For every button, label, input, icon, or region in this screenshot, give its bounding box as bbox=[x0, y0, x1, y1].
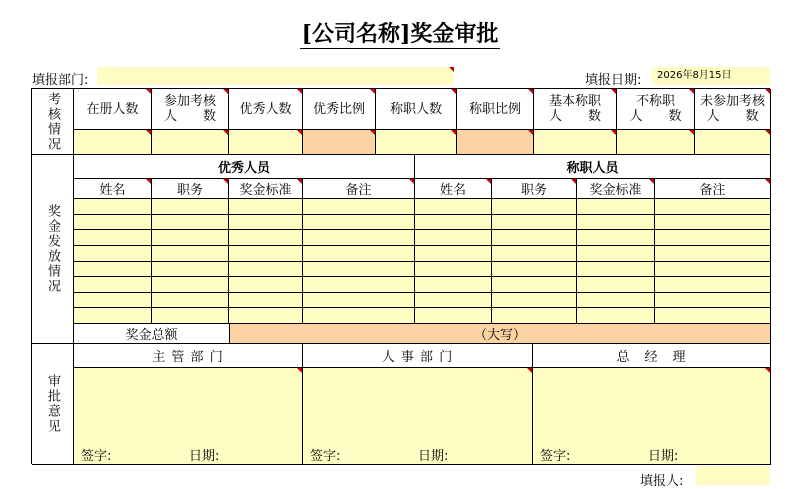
bonus-col-header: 奖金标准 bbox=[229, 179, 303, 199]
assessment-col-header bbox=[303, 89, 376, 130]
filler-input[interactable] bbox=[696, 466, 770, 485]
bonus-table-cell[interactable] bbox=[303, 277, 415, 293]
bonus-table-cell[interactable] bbox=[152, 277, 229, 293]
bonus-table-cell[interactable] bbox=[152, 246, 229, 262]
assessment-value-cell[interactable] bbox=[376, 130, 457, 155]
bonus-table-cell[interactable] bbox=[74, 293, 152, 309]
bonus-table-cell[interactable] bbox=[74, 199, 152, 215]
bonus-table-cell[interactable] bbox=[415, 215, 492, 231]
bonus-col-header: 姓名 bbox=[74, 179, 152, 199]
assessment-value-cell[interactable] bbox=[457, 130, 534, 155]
bonus-table-cell[interactable] bbox=[577, 215, 655, 231]
bonus-table-cell[interactable] bbox=[74, 215, 152, 231]
assessment-value-cell[interactable] bbox=[303, 130, 376, 155]
bonus-table-cell[interactable] bbox=[152, 293, 229, 309]
assessment-col-header bbox=[695, 89, 771, 130]
bonus-table-cell[interactable] bbox=[229, 277, 303, 293]
approval-hr-header: 人 事 部 门 bbox=[303, 344, 533, 368]
bonus-col-header: 奖金标准 bbox=[577, 179, 655, 199]
bonus-table-cell[interactable] bbox=[492, 277, 577, 293]
assessment-value-cell[interactable] bbox=[617, 130, 695, 155]
header-line1: 参加考核 bbox=[163, 94, 216, 109]
assessment-value-cell[interactable] bbox=[152, 130, 229, 155]
bonus-table-cell[interactable] bbox=[415, 293, 492, 309]
header-line2: 人 数 bbox=[629, 109, 682, 124]
bonus-col-header: 职务 bbox=[492, 179, 577, 199]
date-label: 填报日期: bbox=[585, 73, 642, 88]
bonus-table-cell[interactable] bbox=[492, 246, 577, 262]
filler-label: 填报人: bbox=[640, 474, 684, 489]
bonus-table-cell[interactable] bbox=[303, 262, 415, 278]
bonus-table-cell[interactable] bbox=[229, 199, 303, 215]
capital-label: （大写） bbox=[473, 328, 526, 343]
bonus-table-cell[interactable] bbox=[492, 262, 577, 278]
bonus-table-cell[interactable] bbox=[229, 230, 303, 246]
bonus-table-cell[interactable] bbox=[229, 215, 303, 231]
assessment-col-header bbox=[74, 89, 152, 130]
bonus-col-header: 职务 bbox=[152, 179, 229, 199]
bonus-table-cell[interactable] bbox=[577, 199, 655, 215]
assessment-col-header bbox=[152, 89, 229, 130]
header-line1: 不称职 bbox=[635, 94, 675, 109]
bonus-table-cell[interactable] bbox=[152, 230, 229, 246]
bonus-table-cell[interactable] bbox=[229, 246, 303, 262]
bonus-table-cell[interactable] bbox=[577, 230, 655, 246]
bonus-table-cell[interactable] bbox=[229, 262, 303, 278]
bonus-table-cell[interactable] bbox=[415, 246, 492, 262]
bonus-table-cell[interactable] bbox=[492, 199, 577, 215]
bonus-table-cell[interactable] bbox=[492, 230, 577, 246]
bonus-table-cell[interactable] bbox=[229, 293, 303, 309]
header-line1: 未参加考核 bbox=[699, 94, 765, 109]
assessment-col-header bbox=[376, 89, 457, 130]
assessment-col-header bbox=[229, 89, 303, 130]
bonus-table-cell[interactable] bbox=[655, 199, 771, 215]
approval-supervisor-opinion-box[interactable] bbox=[74, 368, 303, 465]
bonus-table-cell[interactable] bbox=[152, 199, 229, 215]
header-line1: 称职比例 bbox=[468, 101, 521, 117]
bonus-col-header: 姓名 bbox=[415, 179, 492, 199]
bonus-table-cell[interactable] bbox=[577, 277, 655, 293]
bonus-table-cell[interactable] bbox=[74, 262, 152, 278]
dept-label: 填报部门: bbox=[32, 73, 89, 88]
date-label: 日期: bbox=[648, 449, 679, 464]
approval-gm-header: 总 经 理 bbox=[533, 344, 771, 368]
assessment-value-cell[interactable] bbox=[74, 130, 152, 155]
bonus-table-cell[interactable] bbox=[655, 215, 771, 231]
date-input[interactable]: 2026年8月15日 bbox=[652, 67, 770, 85]
bonus-table-cell[interactable] bbox=[655, 262, 771, 278]
bonus-table-cell[interactable] bbox=[303, 199, 415, 215]
bonus-table-cell[interactable] bbox=[655, 230, 771, 246]
bonus-table-cell[interactable] bbox=[415, 230, 492, 246]
bonus-table-cell[interactable] bbox=[492, 308, 577, 324]
assessment-value-cell[interactable] bbox=[695, 130, 771, 155]
approval-gm-opinion-box[interactable] bbox=[533, 368, 771, 465]
bonus-total-capital[interactable] bbox=[230, 324, 771, 344]
bonus-table-cell[interactable] bbox=[655, 277, 771, 293]
sign-label: 签字: bbox=[81, 449, 112, 464]
header-line2: 人 数 bbox=[163, 109, 216, 124]
assessment-col-header bbox=[457, 89, 534, 130]
bonus-table-cell[interactable] bbox=[655, 293, 771, 309]
approval-supervisor-header: 主 管 部 门 bbox=[74, 344, 303, 368]
header-line1: 称职人数 bbox=[389, 101, 442, 117]
date-label: 日期: bbox=[189, 449, 220, 464]
dept-input[interactable] bbox=[97, 67, 454, 85]
assessment-value-cell[interactable] bbox=[534, 130, 617, 155]
bonus-col-header: 备注 bbox=[655, 179, 771, 199]
excellent-staff-header: 优秀人员 bbox=[74, 155, 415, 179]
date-label: 日期: bbox=[418, 449, 449, 464]
header-line1: 优秀比例 bbox=[312, 101, 365, 117]
header-line1: 在册人数 bbox=[86, 101, 139, 117]
bonus-table-cell[interactable] bbox=[415, 277, 492, 293]
bonus-table-cell[interactable] bbox=[74, 246, 152, 262]
bonus-table-cell[interactable] bbox=[303, 308, 415, 324]
header-line1: 优秀人数 bbox=[239, 101, 292, 117]
bonus-col-header: 备注 bbox=[303, 179, 415, 199]
bonus-table-cell[interactable] bbox=[74, 308, 152, 324]
bonus-table-cell[interactable] bbox=[577, 293, 655, 309]
bonus-table-cell[interactable] bbox=[655, 308, 771, 324]
bonus-table-cell[interactable] bbox=[303, 246, 415, 262]
sign-label: 签字: bbox=[310, 449, 341, 464]
assessment-col-header bbox=[534, 89, 617, 130]
bonus-table-cell[interactable] bbox=[655, 246, 771, 262]
assessment-value-cell[interactable] bbox=[229, 130, 303, 155]
bonus-table-cell[interactable] bbox=[74, 230, 152, 246]
form-title: [公司名称]奖金审批 bbox=[301, 21, 499, 47]
bonus-total-label: 奖金总额 bbox=[74, 324, 230, 344]
bonus-table-cell[interactable] bbox=[415, 199, 492, 215]
bonus-table-cell[interactable] bbox=[303, 215, 415, 231]
bonus-table-cell[interactable] bbox=[303, 230, 415, 246]
competent-staff-header: 称职人员 bbox=[415, 155, 771, 179]
approval-form-table bbox=[31, 88, 770, 464]
bonus-table-cell[interactable] bbox=[492, 215, 577, 231]
approval-section-label: 审批意见 bbox=[32, 344, 74, 465]
bonus-table-cell[interactable] bbox=[74, 277, 152, 293]
header-line2: 人 数 bbox=[706, 109, 759, 124]
approval-hr-opinion-box[interactable] bbox=[303, 368, 533, 465]
header-line1: 基本称职 bbox=[548, 94, 601, 109]
assessment-col-header bbox=[617, 89, 695, 130]
bonus-table-cell[interactable] bbox=[577, 246, 655, 262]
bonus-table-cell[interactable] bbox=[152, 308, 229, 324]
bonus-table-cell[interactable] bbox=[229, 308, 303, 324]
bonus-table-cell[interactable] bbox=[577, 262, 655, 278]
bonus-table-cell[interactable] bbox=[152, 215, 229, 231]
bonus-table-cell[interactable] bbox=[303, 293, 415, 309]
bonus-table-cell[interactable] bbox=[152, 262, 229, 278]
bonus-table-cell[interactable] bbox=[415, 308, 492, 324]
bonus-section-label: 奖金发放情况 bbox=[32, 155, 74, 344]
bonus-table-cell[interactable] bbox=[415, 262, 492, 278]
bonus-table-cell[interactable] bbox=[577, 308, 655, 324]
bonus-table-cell[interactable] bbox=[492, 293, 577, 309]
header-line2: 人 数 bbox=[548, 109, 601, 124]
sign-label: 签字: bbox=[540, 449, 571, 464]
assessment-section-label: 考核情况 bbox=[32, 89, 74, 155]
